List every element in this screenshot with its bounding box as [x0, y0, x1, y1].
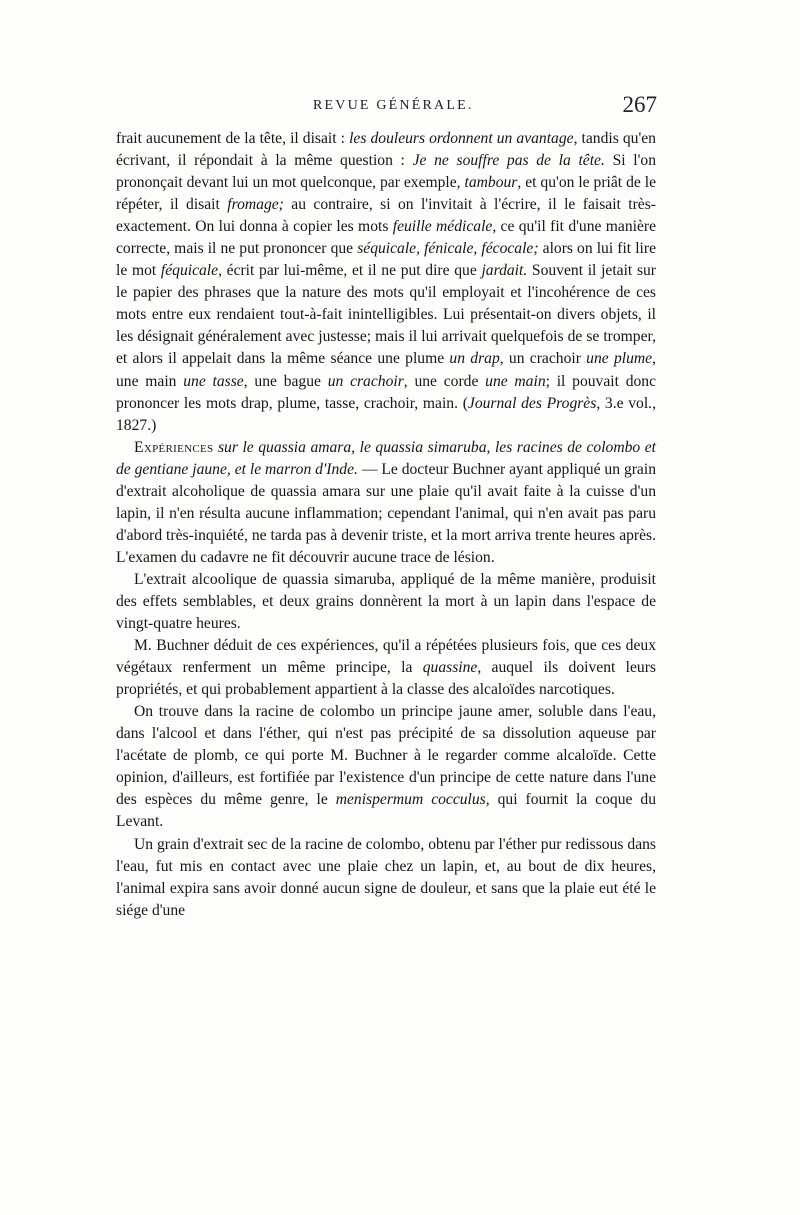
italic-text: féquicale: [160, 262, 219, 280]
italic-text: jardait.: [481, 262, 528, 280]
italic-text: une tasse: [183, 372, 244, 390]
text-run: , ce qu'il fit d'une manière correcte, mais il ne put prononcer que: [116, 218, 657, 258]
text-run: On trouve dans la racine de colombo un principe jaune amer, soluble dans l'eau, dans l'alcool et dans l'éther, qui n'est pas précipité de sa dissolution aqueuse par l'acétate de plomb, ce qui porte M. Buchner à le regarder comme alcaloïde. Cette opinion, d'ailleurs, est fortifiée par l'existence d'un principe de cette nature dans l'une des espèces du même genre, le: [116, 703, 656, 809]
text-run: , un crachoir: [499, 350, 587, 368]
italic-text: sur le quassia amara, le quassia simaruba, les racines de colombo et de gentiane jaune, et le marron d'Inde.: [116, 438, 656, 478]
italic-text: un crachoir: [327, 372, 404, 390]
page-number: 267: [622, 92, 657, 117]
text-run: , 3.e vol., 1827.): [116, 394, 656, 434]
body-text: [116, 128, 656, 922]
page-header: [145, 92, 657, 122]
text-run: alors on lui fit lire le mot: [116, 240, 656, 280]
text-run: , tandis qu'en écrivant, il répondait à la même question :: [116, 130, 656, 170]
text-run: Si l'on prononçait devant lui un mot quelconque, par exemple,: [116, 152, 656, 192]
text-run: ; il pouvait donc prononcer les mots drap, plume, tasse, crachoir, main. (: [116, 372, 657, 412]
text-run: , et qu'on le priât de le répéter, il disait: [116, 174, 656, 214]
italic-text: Journal des Progrès: [467, 394, 597, 412]
paragraph: [116, 635, 656, 701]
italic-text: tambour: [464, 174, 518, 192]
text-run: M. Buchner déduit de ces expériences, qu'il a répétées plusieurs fois, que ces deux végétaux renferment un même principe, la: [116, 637, 656, 677]
text-run: au contraire, si on l'invitait à l'écrire, il le faisait très-exactement. On lui donna à copier les mots: [116, 196, 656, 236]
italic-text: quassine: [422, 659, 478, 677]
paragraph: [116, 701, 656, 833]
italic-text: séquicale, fénicale, fécocale;: [357, 240, 539, 258]
text-run: — Le docteur Buchner ayant appliqué un grain d'extrait alcoholique de quassia amara sur une plaie qu'il avait faite à la cuisse d'un lapin, il n'en résulta aucune inflammation; cependant l'animal, qui n'en avait pas paru d'abord très-inquiété, ne tarda pas à devenir triste, et la mort arriva trente heures après. L'examen du cadavre ne fit découvrir aucune trace de lésion.: [116, 460, 656, 566]
text-run: , une bague: [243, 372, 328, 390]
paragraph: [116, 128, 656, 437]
paragraph: [116, 437, 656, 569]
text-run: frait aucunement de la tête, il disait :: [116, 130, 350, 147]
italic-text: feuille médicale: [392, 218, 493, 236]
paragraph: [116, 834, 656, 922]
text-run: , une main: [116, 350, 656, 390]
text-run: L'extrait alcoolique de quassia simaruba, appliqué de la même manière, produisit des effets semblables, et deux grains donnèrent la mort à un lapin dans l'espace de vingt-quatre heures.: [116, 570, 656, 633]
italic-text: un drap: [449, 350, 500, 368]
text-run: , auquel ils doivent leurs propriétés, et qui probablement appartient à la classe des alcaloïdes narcotiques.: [116, 659, 656, 699]
text-run: Souvent il jetait sur le papier des phrases que la nature des mots qu'il employait et l'incohérence de ces mots entre eux rendaient tout-à-fait inintelligibles. Lui présentait-on divers objets, il les désignait généralement avec justesse; mais il lui arrivait quelquefois de se tromper, et alors il appelait dans la même séance une plume: [116, 262, 657, 368]
text-run: , écrit par lui-même, et il ne put dire que: [218, 262, 482, 280]
running-head: REVUE GÉNÉRALE.: [313, 98, 474, 113]
italic-text: une plume: [586, 350, 653, 368]
small-caps-text: Expériences: [134, 438, 214, 456]
text-run: Un grain d'extrait sec de la racine de colombo, obtenu par l'éther pur redissous dans l'eau, fut mis en contact avec une plaie chez un lapin, et, au bout de dix heures, l'animal expira sans avoir donné aucun signe de douleur, et sans que la plaie eut été le siége d'une: [116, 835, 656, 919]
text-run: , qui fournit la coque du Levant.: [116, 791, 656, 831]
paragraph: [116, 569, 656, 635]
italic-text: fromage;: [227, 196, 284, 214]
italic-text: Je ne souffre pas de la tête.: [412, 152, 605, 170]
italic-text: menispermum cocculus: [335, 791, 486, 809]
italic-text: une main: [485, 372, 546, 390]
text-run: , une corde: [403, 372, 486, 390]
italic-text: les douleurs ordonnent un avantage: [349, 130, 574, 147]
